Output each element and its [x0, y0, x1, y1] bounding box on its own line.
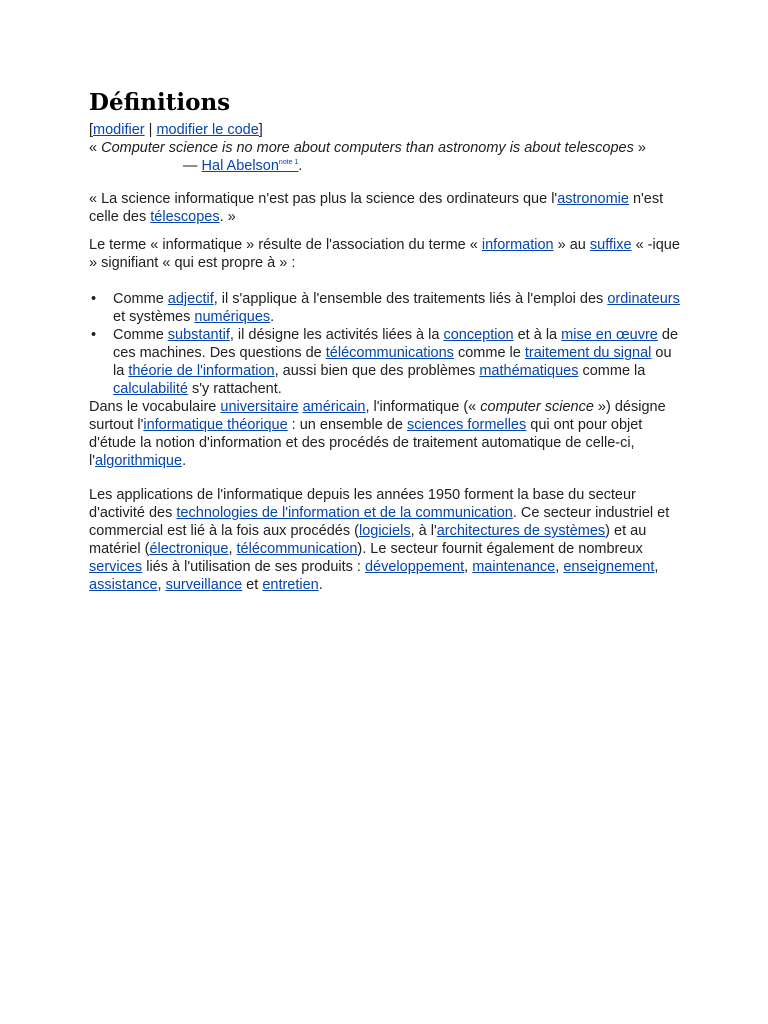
text-run: comme le: [453, 345, 525, 361]
text-run: : un ensemble de: [287, 417, 407, 433]
link-logiciels[interactable]: logiciels: [358, 523, 411, 539]
text-run: ») désigne surtout l': [89, 399, 666, 433]
link-surveillance[interactable]: surveillance: [165, 577, 243, 593]
text-run: . »: [219, 209, 236, 225]
italic-term: computer science: [480, 399, 594, 415]
link-electronique[interactable]: électronique: [149, 541, 229, 557]
link-mise-en-oeuvre[interactable]: mise en œuvre: [561, 327, 658, 343]
text-run: , aussi bien que des problèmes: [274, 363, 480, 379]
link-services[interactable]: services: [89, 559, 143, 575]
link-conception[interactable]: conception: [443, 327, 514, 343]
epigraph-quote: [89, 139, 681, 157]
text-run: Comme: [113, 327, 168, 343]
edit-separator: |: [144, 122, 157, 138]
attribution-dash: —: [183, 158, 202, 174]
applications-paragraph: [89, 486, 681, 594]
edit-source-link[interactable]: modifier le code: [156, 122, 259, 138]
edit-link[interactable]: modifier: [93, 122, 145, 138]
text-run: ) et au matériel (: [89, 523, 647, 557]
article-content: [89, 88, 681, 594]
edit-links: [89, 121, 681, 139]
text-run: .: [182, 453, 187, 469]
text-run: .: [270, 309, 275, 325]
link-tic[interactable]: technologies de l'information et de la communication: [176, 505, 513, 521]
text-run: . Ce secteur industriel et commercial est lié à la fois aux procédés (: [89, 505, 670, 539]
link-universitaire[interactable]: universitaire: [220, 399, 299, 415]
quote-close: »: [633, 140, 646, 156]
link-maintenance[interactable]: maintenance: [472, 559, 556, 575]
text-run: liés à l'utilisation de ses produits :: [142, 559, 365, 575]
text-run: et: [242, 577, 263, 593]
text-run: Comme: [113, 291, 168, 307]
text-run: s'y rattachent.: [187, 381, 282, 397]
text-run: ,: [654, 559, 659, 575]
author-link[interactable]: [202, 158, 299, 174]
link-information[interactable]: information: [481, 237, 554, 253]
author-name: Hal Abelson: [201, 158, 279, 174]
link-substantif[interactable]: substantif: [167, 327, 230, 343]
link-architectures-systemes[interactable]: architectures de systèmes: [436, 523, 606, 539]
text-run: « -ique » signifiant « qui est propre à » :: [89, 237, 680, 271]
link-traitement-du-signal[interactable]: traitement du signal: [524, 345, 652, 361]
quote-attribution: [183, 157, 681, 175]
bracket-open: [: [89, 122, 94, 138]
text-run: Les applications de l'informatique depuis les années 1950 forment la base du secteur d'activité des: [89, 487, 636, 521]
link-astronomie[interactable]: astronomie: [557, 191, 629, 207]
text-run: Le terme « informatique » résulte de l'association du terme «: [89, 237, 482, 253]
text-run: ,: [464, 559, 473, 575]
bullet-list: [89, 290, 681, 398]
link-theorie-information[interactable]: théorie de l'information: [128, 363, 275, 379]
text-run: , il désigne les activités liées à la: [229, 327, 444, 343]
list-item: [113, 326, 681, 398]
text-run: » au: [553, 237, 590, 253]
term-paragraph: [89, 236, 681, 272]
link-sciences-formelles[interactable]: sciences formelles: [406, 417, 527, 433]
quote-open: «: [89, 140, 102, 156]
link-numeriques[interactable]: numériques: [194, 309, 271, 325]
text-run: ou la: [113, 345, 672, 379]
text-run: « La science informatique n'est pas plus la science des ordinateurs que l': [89, 191, 558, 207]
link-algorithmique[interactable]: algorithmique: [95, 453, 183, 469]
link-entretien[interactable]: entretien: [262, 577, 319, 593]
link-adjectif[interactable]: adjectif: [167, 291, 214, 307]
text-run: de ces machines. Des questions de: [113, 327, 679, 361]
quote-text: Computer science is no more about computers than astronomy is about telescopes: [101, 140, 634, 156]
list-item: [113, 290, 681, 326]
text-run: ,: [228, 541, 237, 557]
attribution-period: .: [298, 158, 303, 174]
text-run: n'est celle des: [89, 191, 664, 225]
text-run: Dans le vocabulaire: [89, 399, 221, 415]
link-informatique-theorique[interactable]: informatique théorique: [143, 417, 288, 433]
link-calculabilite[interactable]: calculabilité: [113, 381, 188, 397]
text-run: comme la: [578, 363, 646, 379]
text-run: qui ont pour objet d'étude la notion d'information et des procédés de traitement automatique de celle-ci, l': [89, 417, 643, 469]
vocabulary-paragraph: [89, 398, 681, 470]
text-run: ,: [157, 577, 166, 593]
link-assistance[interactable]: assistance: [89, 577, 158, 593]
text-run: , il s'applique à l'ensemble des traitements liés à l'emploi des: [213, 291, 608, 307]
section-heading: Définitions: [89, 89, 231, 116]
link-mathematiques[interactable]: mathématiques: [479, 363, 579, 379]
translation-paragraph: [89, 190, 681, 226]
link-developpement[interactable]: développement: [364, 559, 465, 575]
text-run: et systèmes: [113, 309, 195, 325]
link-telecommunication[interactable]: télécommunication: [236, 541, 358, 557]
link-telecommunications[interactable]: télécommunications: [325, 345, 454, 361]
text-run: et à la: [513, 327, 562, 343]
link-enseignement[interactable]: enseignement: [563, 559, 655, 575]
text-run: ). Le secteur fournit également de nombreux: [357, 541, 643, 557]
bracket-close: ]: [258, 122, 263, 138]
text-run: .: [318, 577, 323, 593]
footnote-ref[interactable]: note 1: [278, 159, 299, 166]
link-telescopes[interactable]: télescopes: [150, 209, 220, 225]
link-suffixe[interactable]: suffixe: [589, 237, 632, 253]
link-ordinateurs[interactable]: ordinateurs: [607, 291, 680, 307]
text-run: ,: [555, 559, 564, 575]
link-americain[interactable]: américain: [302, 399, 366, 415]
text-run: , l'informatique («: [365, 399, 481, 415]
text-run: , à l': [410, 523, 437, 539]
